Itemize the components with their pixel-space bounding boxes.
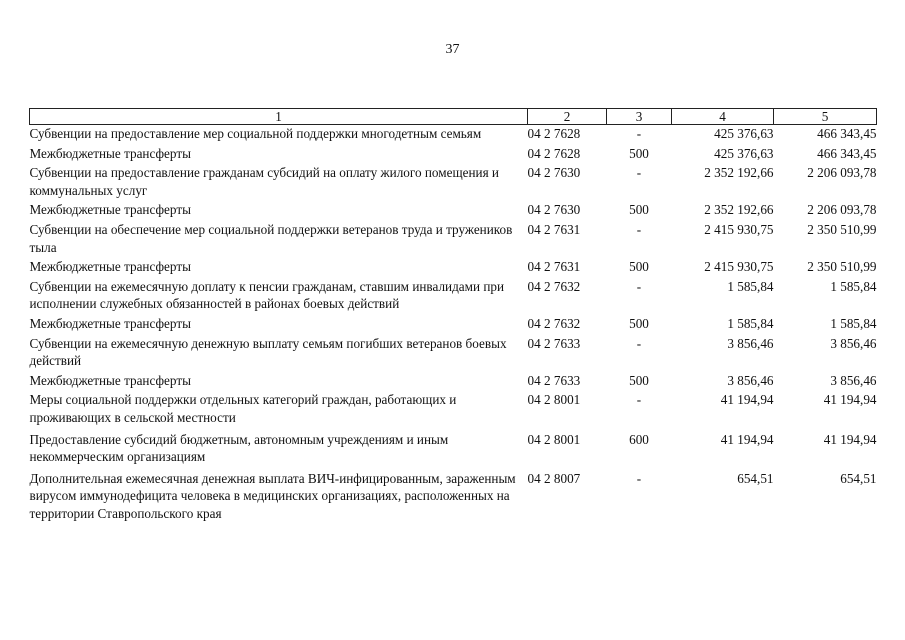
row-amount-5: 3 856,46	[830, 335, 877, 351]
row-amount-4: 2 352 192,66	[704, 202, 774, 218]
column-header-1: 1	[30, 109, 528, 125]
row-name: Межбюджетные трансферты	[29, 372, 191, 388]
row-type: 500	[629, 259, 649, 275]
row-name: Межбюджетные трансферты	[29, 145, 191, 161]
row-name: Межбюджетные трансферты	[29, 315, 191, 331]
row-amount-4: 2 415 930,75	[704, 259, 774, 275]
row-amount-4: 2 352 192,66	[704, 165, 774, 181]
row-name: Субвенции на обеспечение мер социальной поддержки ветеранов труда и тружеников тыла	[29, 221, 513, 255]
table-row	[30, 258, 877, 278]
row-code: 04 2 8007	[527, 470, 581, 486]
column-header-5: 5	[774, 109, 877, 125]
row-code: 04 2 7633	[527, 372, 581, 388]
row-type: -	[636, 470, 642, 486]
row-type: 500	[629, 202, 649, 218]
row-amount-4: 425 376,63	[714, 126, 774, 141]
row-amount-4: 2 415 930,75	[704, 221, 774, 237]
row-name: Дополнительная ежемесячная денежная выплата ВИЧ-инфицированным, зараженным вирусом иммунодефицита человека в медицинских организациях, расположенных на территории Ставропольского края	[29, 470, 516, 521]
row-code: 04 2 7628	[527, 145, 581, 161]
row-type: -	[636, 165, 642, 181]
table-row	[30, 391, 877, 428]
table-row	[30, 221, 877, 258]
row-name: Субвенции на ежемесячную доплату к пенсии гражданам, ставшим инвалидами при исполнении служебных обязанностей в районах боевых действий	[29, 278, 505, 312]
row-name: Субвенции на предоставление гражданам субсидий на оплату жилого помещения и коммунальных услуг	[29, 165, 499, 198]
row-code: 04 2 7630	[527, 165, 581, 181]
row-type: -	[636, 126, 642, 141]
row-amount-5: 41 194,94	[823, 392, 877, 408]
row-amount-5: 2 206 093,78	[807, 165, 877, 181]
table-row	[30, 278, 877, 315]
row-code: 04 2 8001	[527, 431, 581, 447]
column-header-4: 4	[672, 109, 774, 125]
table-row	[30, 335, 877, 372]
row-code: 04 2 7632	[527, 278, 581, 294]
table-row	[30, 201, 877, 221]
row-name: Межбюджетные трансферты	[29, 202, 191, 218]
column-header-2: 2	[528, 109, 607, 125]
row-code: 04 2 7631	[527, 259, 581, 275]
row-amount-4: 654,51	[737, 470, 774, 486]
row-amount-4: 425 376,63	[714, 145, 774, 161]
table-row	[30, 145, 877, 165]
table-row	[30, 315, 877, 335]
table-row	[30, 429, 877, 468]
row-type: 600	[629, 431, 649, 447]
row-amount-5: 1 585,84	[830, 315, 877, 331]
row-type: 500	[629, 372, 649, 388]
row-amount-5: 2 350 510,99	[807, 221, 877, 237]
budget-table	[29, 108, 877, 524]
row-amount-4: 1 585,84	[727, 315, 774, 331]
row-type: -	[636, 278, 642, 294]
row-amount-4: 3 856,46	[727, 335, 774, 351]
row-amount-4: 1 585,84	[727, 278, 774, 294]
table-header-row	[30, 109, 877, 125]
row-type: -	[636, 335, 642, 351]
row-name: Предоставление субсидий бюджетным, автономным учреждениям и иным некоммерческим организациям	[29, 431, 449, 465]
row-amount-5: 466 343,45	[817, 145, 877, 161]
row-type: -	[636, 392, 642, 408]
row-code: 04 2 7628	[527, 126, 581, 141]
table-row	[30, 164, 877, 201]
row-amount-5: 2 206 093,78	[807, 202, 877, 218]
row-amount-5: 654,51	[840, 470, 877, 486]
page-number: 37	[445, 42, 460, 57]
row-amount-4: 3 856,46	[727, 372, 774, 388]
row-name: Меры социальной поддержки отдельных категорий граждан, работающих и проживающих в сельской местности	[29, 392, 457, 425]
row-amount-5: 41 194,94	[823, 431, 877, 447]
row-amount-5: 3 856,46	[830, 372, 877, 388]
table-row	[30, 125, 877, 145]
row-amount-5: 466 343,45	[817, 126, 877, 141]
row-code: 04 2 7632	[527, 315, 581, 331]
row-type: 500	[629, 315, 649, 331]
row-code: 04 2 7633	[527, 335, 581, 351]
row-code: 04 2 7631	[527, 221, 581, 237]
row-name: Субвенции на ежемесячную денежную выплату семьям погибших ветеранов боевых действий	[29, 335, 507, 369]
row-amount-5: 2 350 510,99	[807, 259, 877, 275]
row-amount-5: 1 585,84	[830, 278, 877, 294]
row-amount-4: 41 194,94	[720, 392, 774, 408]
row-code: 04 2 7630	[527, 202, 581, 218]
column-header-3: 3	[607, 109, 672, 125]
table-row	[30, 468, 877, 525]
row-code: 04 2 8001	[527, 392, 581, 408]
row-name: Межбюджетные трансферты	[29, 259, 191, 275]
table-row	[30, 372, 877, 392]
row-type: 500	[629, 145, 649, 161]
row-type: -	[636, 221, 642, 237]
row-name: Субвенции на предоставление мер социальной поддержки многодетным семьям	[29, 126, 482, 141]
row-amount-4: 41 194,94	[720, 431, 774, 447]
